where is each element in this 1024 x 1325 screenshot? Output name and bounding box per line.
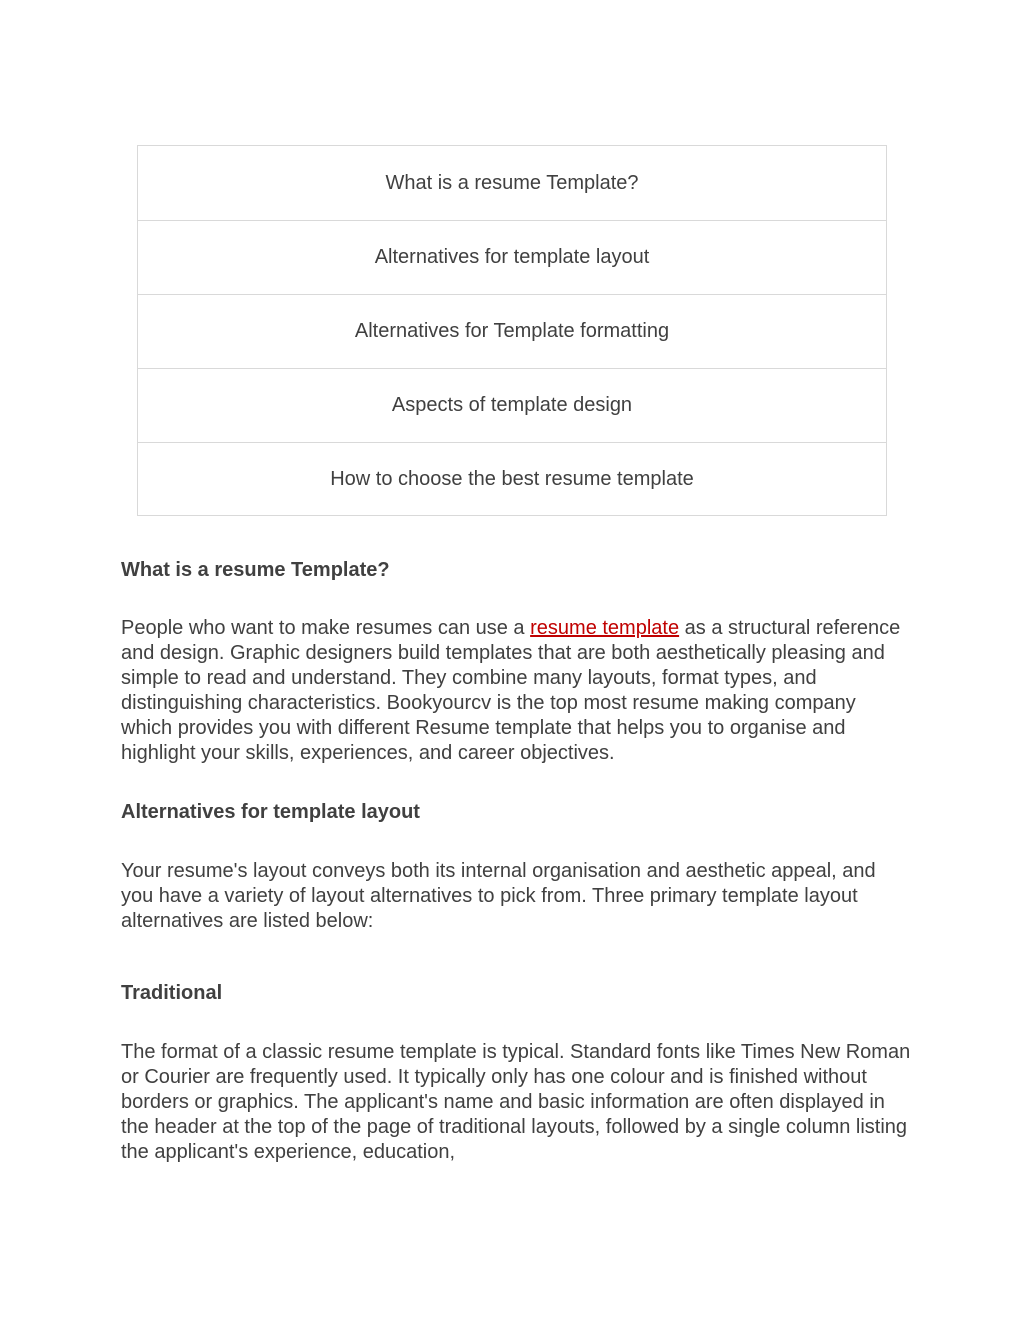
section-paragraph-traditional: The format of a classic resume template is typical. Standard fonts like Times New Roman or Courier are frequently used. It typically only has one colour and is finished without borders or graphics. The applicant's name and basic information are often displayed in the header at the top of the page of traditional layouts, followed by a single column listing the applicant's experience, education,	[121, 1041, 911, 1163]
toc-item-label: Alternatives for template layout	[374, 246, 650, 268]
resume-template-link[interactable]: resume template	[530, 617, 680, 639]
toc-item-what-is-template[interactable]	[138, 146, 886, 220]
section-heading-layout-alternatives: Alternatives for template layout	[121, 801, 420, 823]
paragraph-text: as a structural reference and design. Graphic designers build templates that are both aesthetically pleasing and simple to read and understand. They combine many layouts, format types, and distinguishing characteristics. Bookyourcv is the top most resume making company which provides you with different Resume template that helps you to organise and highlight your skills, experiences, and career objectives.	[121, 617, 901, 764]
article-body	[121, 556, 911, 1165]
paragraph-text: People who want to make resumes can use a	[121, 617, 531, 639]
toc-item-label: How to choose the best resume template	[330, 467, 694, 490]
toc-item-label: What is a resume Template?	[385, 171, 639, 194]
section-heading-traditional: Traditional	[121, 982, 223, 1004]
section-paragraph-layout-alternatives: Your resume's layout conveys both its internal organisation and aesthetic appeal, and you have a variety of layout alternatives to pick from. Three primary template layout alternatives are listed below:	[121, 860, 876, 932]
toc-item-choose-best[interactable]	[138, 442, 886, 515]
section-heading-what-is-template: What is a resume Template?	[121, 559, 390, 581]
toc-item-formatting-alternatives[interactable]	[138, 294, 886, 368]
toc-item-label: Alternatives for Template formatting	[354, 320, 670, 342]
section-paragraph-what-is-template	[121, 616, 911, 766]
table-of-contents	[137, 145, 887, 516]
toc-item-label: Aspects of template design	[391, 394, 633, 416]
toc-item-layout-alternatives[interactable]	[138, 220, 886, 294]
toc-item-design-aspects[interactable]	[138, 368, 886, 442]
